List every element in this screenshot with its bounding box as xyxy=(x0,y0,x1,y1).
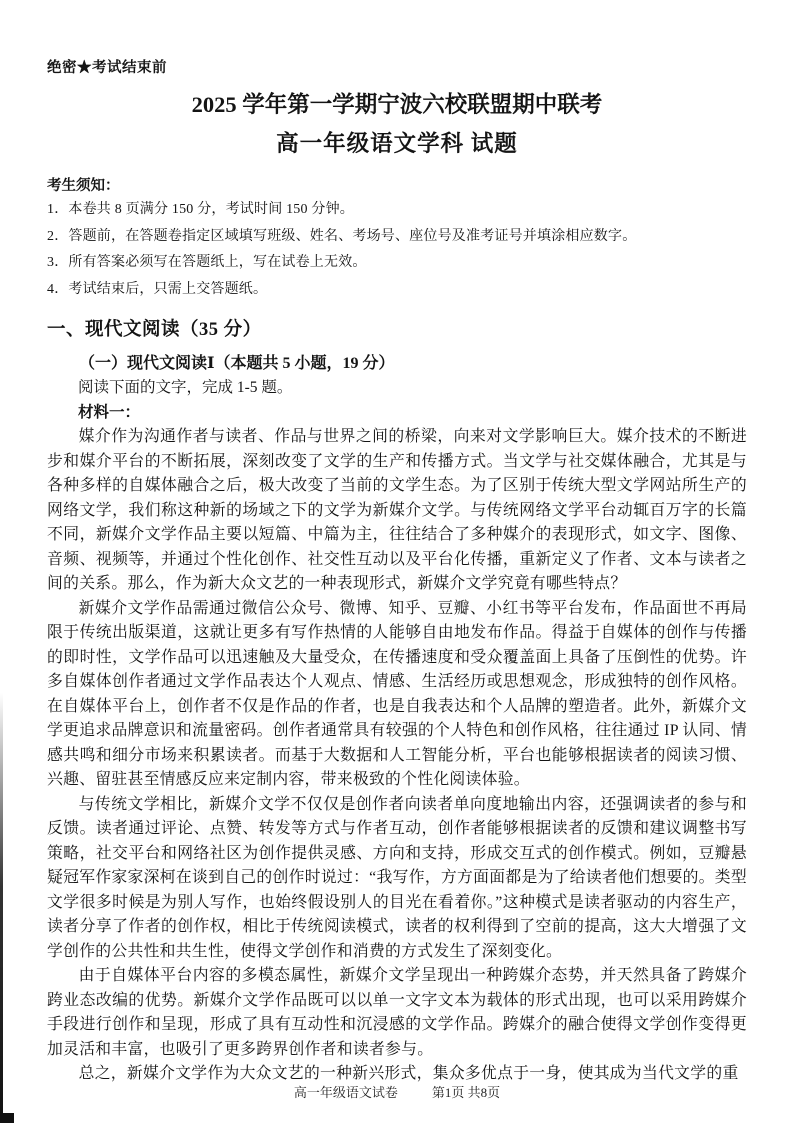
scan-corner-artifact xyxy=(0,1113,14,1123)
passage-paragraph-3: 与传统文学相比，新媒介文学不仅仅是创作者向读者单向度地输出内容，还强调读者的参与和反馈。读者通过评论、点赞、转发等方式与作者互动，创作者能够根据读者的反馈和建议调整书写策略，社交平台和网络社区为创作提供灵感、方向和支持，形成交互式的创作模式。例如，豆瓣悬疑冠军作家家深柯在谈到自己的创作时说过：“我写作，方方面面都是为了给读者他们想要的。类型文学很多时候是为别人写作，也始终假设别人的目光在看着你。”这种模式是读者驱动的内容生产，读者分享了作者的创作权，相比于传统阅读模式，读者的权利得到了空前的提高，这大大增强了文学创作的公共性和共生性，使得文学创作和消费的方式发生了深刻变化。 xyxy=(47,795,747,960)
page-footer xyxy=(0,1082,794,1101)
notice-item-3: 3．所有答案必须写在答题纸上，写在试卷上无效。 xyxy=(47,255,367,271)
reading-instruction: 阅读下面的文字，完成 1-5 题。 xyxy=(78,379,293,397)
footer-exam-name: 高一年级语文试卷 xyxy=(293,1085,398,1100)
passage-paragraph-5: 总之，新媒介文学作为大众文艺的一种新兴形式，集众多优点于一身，使其成为当代文学的重 xyxy=(78,1065,739,1083)
classification-label: 绝密★考试结束前 xyxy=(47,60,167,76)
exam-title-line2: 高一年级语文学科 试题 xyxy=(276,130,518,156)
passage-paragraph-2: 新媒介文学作品需通过微信公众号、微博、知乎、豆瓣、小红书等平台发布，作品面世不再局限于传统出版渠道，这就让更多有写作热情的人能够自由地发布作品。得益于自媒体的创作与传播的即时性，文学作品可以迅速触及大量受众，在传播速度和受众覆盖面上具备了压倒性的优势。许多自媒体创作者通过文学作品表达个人观点、情感、生活经历或思想观念，形成独特的创作风格。在自媒体平台上，创作者不仅是作品的作者，也是自我表达和个人品牌的塑造者。此外，新媒介文学更追求品牌意识和流量密码。创作者通常具有较强的个人特色和创作风格，往往通过 IP 认同、情感共鸣和细分市场来积累读者。而基于大数据和人工智能分析，平台也能够根据读者的阅读习惯、兴趣、留驻甚至情感反应来定制内容，带来极致的个性化阅读体验。 xyxy=(47,599,747,789)
candidate-notice-list xyxy=(47,197,747,303)
reading-passage xyxy=(47,425,747,1087)
footer-page-number: 第1页 共8页 xyxy=(431,1085,501,1100)
passage-paragraph-4: 由于自媒体平台内容的多模态属性，新媒介文学呈现出一种跨媒介态势，并天然具备了跨媒介跨业态改编的优势。新媒介文学作品既可以以单一文字文本为载体的形式出现，也可以采用跨媒介手段进行创作和呈现，形成了具有互动性和沉浸感的文学作品。跨媒介的融合使得文学创作变得更加灵活和丰富，也吸引了更多跨界创作者和读者参与。 xyxy=(47,967,747,1058)
notice-item-1: 1．本卷共 8 页满分 150 分，考试时间 150 分钟。 xyxy=(47,202,354,218)
scan-edge-artifact xyxy=(0,693,3,1123)
section-1-heading: 一、现代文阅读（35 分） xyxy=(47,320,262,341)
subsection-1-heading: （一）现代文阅读Ⅰ（本题共 5 小题，19 分） xyxy=(79,355,395,373)
exam-title-line1: 2025 学年第一学期宁波六校联盟期中联考 xyxy=(191,92,603,117)
candidate-notice-heading: 考生须知： xyxy=(47,178,120,195)
notice-item-2: 2．答题前，在答题卷指定区域填写班级、姓名、考场号、座位号及准考证号并填涂相应数字。 xyxy=(47,228,637,244)
passage-paragraph-1: 媒介作为沟通作者与读者、作品与世界之间的桥梁，向来对文学影响巨大。媒介技术的不断进步和媒介平台的不断拓展，深刻改变了文学的生产和传播方式。当文学与社交媒体融合，尤其是与各种多样的自媒体融合之后，极大改变了当前的文学生态。为了区别于传统大型文学网站所生产的网络文学，我们称这种新的场域之下的文学为新媒介文学。与传统网络文学平台动辄百万字的长篇不同，新媒介文学作品主要以短篇、中篇为主，往往结合了多种媒介的表现形式，如文字、图像、音频、视频等，并通过个性化创作、社交性互动以及平台化传播，重新定义了作者、文本与读者之间的关系。那么，作为新大众文艺的一种表现形式，新媒介文学究竟有哪些特点？ xyxy=(47,428,747,593)
material-1-label: 材料一： xyxy=(78,403,141,421)
notice-item-4: 4．考试结束后，只需上交答题纸。 xyxy=(47,281,268,297)
